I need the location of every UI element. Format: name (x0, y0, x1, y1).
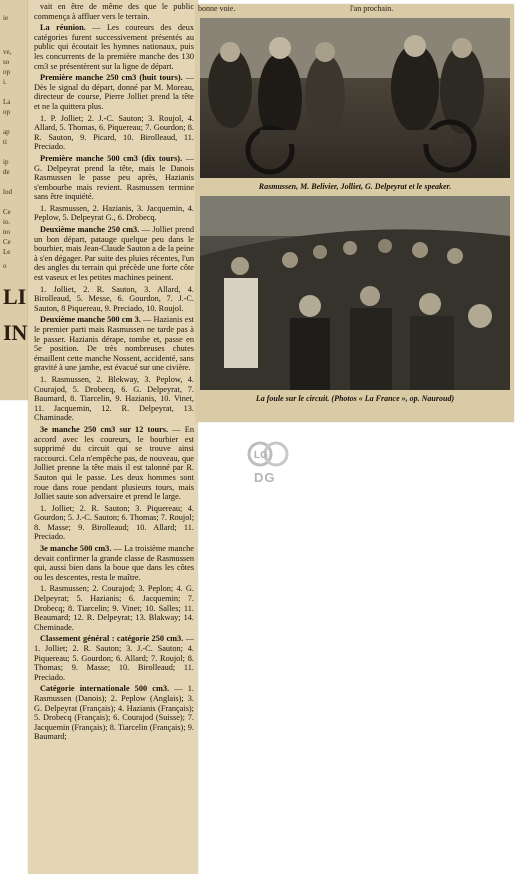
article-paragraph (34, 73, 194, 111)
opening-fragment: vait en être de même des que le public commença à affluer vers le terrain. (34, 2, 194, 21)
paragraph-heading: Première manche 500 cm3 (dix tours). (40, 153, 183, 163)
strip-headline-fragment: IN (3, 320, 28, 345)
article-paragraph (34, 154, 194, 202)
paragraph-text: — En accord avec les coureurs, le bourbier est supprimé du circuit qui se trouve ainsi raccourci. Cela n'empêche pas, de nouveau, que Jolliet prenne la tête mais il est talonné par R. Sauton qui le passe. Les deux hommes sont roue dans roue pendant plusieurs tours, mais Jolliet saute son adversaire et prend le large. (34, 424, 194, 502)
paragraph-heading: Première manche 250 cm3 (huit tours). (40, 73, 183, 83)
strip-fragment: Ce (3, 208, 11, 216)
results-paragraph (34, 584, 194, 632)
top-fragment: l'an prochain. (350, 4, 394, 13)
strip-fragment: ap (3, 128, 10, 136)
article-column (28, 0, 198, 874)
strip-fragment: so (3, 58, 10, 66)
strip-fragment: o (3, 262, 7, 270)
strip-fragment: ip (3, 158, 9, 166)
strip-fragment: Le (3, 248, 11, 256)
article-paragraph (34, 425, 194, 502)
article-paragraph (34, 315, 194, 373)
left-clipping-strip (0, 0, 30, 400)
strip-fragment: no (3, 228, 10, 236)
results-paragraph (34, 204, 194, 223)
crowd-photo-image (200, 196, 510, 390)
strip-headline-fragment: LI (3, 284, 27, 309)
article-text (34, 2, 194, 744)
paragraph-text: 1. P. Jolliet; 2. J.-C. Sauton; 3. Roujol, 4. Allard, 5. Thomas, 6. Piquereau; 7. Gourdon; 8. R. Sauton, 9. Picard, 10. Birolleaud, 11. Preciado. (34, 113, 194, 152)
strip-fragment: La (3, 98, 11, 106)
results-paragraph (34, 285, 194, 314)
strip-fragment: op (3, 108, 10, 116)
strip-fragment: de (3, 168, 10, 176)
paragraph-text: 1. Jolliet, 2. R. Sauton, 3. Allard, 4. Birolleaud, 5. Messe, 6. Gourdon, 7. J.-C. Sauton, 8 Piquereau, 9. Preciado, 10. Roujol. (34, 284, 194, 313)
paragraph-text: — 1. Jolliet; 2. R. Sauton; 3. J.-C. Sauton; 4. Piquereau; 5. Gourdon; 6. Allard; 7. Roujol; 8. Thomas; 9. Masse; 10. Birolleaud; 11. Preciado. (34, 634, 194, 682)
results-paragraph (34, 375, 194, 423)
paragraph-heading: 3e manche 500 cm3. (40, 544, 112, 554)
strip-fragment: lod (3, 188, 12, 196)
crowd-photo (200, 196, 510, 390)
paragraph-text: 1. Jolliet; 2. R. Sauton; 3. Piquereau; 4. Gourdon; 5. J.-C. Sauton; 6. Thomas; 7. Roujol; 8. Masse; 9. Birolleaud; 10. Allard; 11. Preciado. (34, 503, 194, 542)
results-paragraph (34, 504, 194, 542)
paragraph-text: — G. Delpeyrat prend la tête, mais le Danois Rasmussen le passe peu après, Hazianis s'embourbe mais revient. Rasmussen termine sans être inquiété. (34, 153, 194, 202)
strip-fragment: Ce (3, 238, 11, 246)
watermark-text: DG (254, 470, 276, 485)
paragraph-text: — Hazianis est le premier parti mais Rasmussen ne tarde pas à le passer. Hazianis dérape, tombe et, passe en 5e position. De très nombreuses chutes émaillent cette manche Nossent, accidenté, sans gravité à une jambe, est évacué sur une civière. (34, 315, 195, 373)
paragraph-text: — Jolliet prend un bon départ, patauge quelque peu dans le bourbier, mais Jean-Claude Sauton a de la peine à s'en dégager. Par suite des pluies récentes, l'un des angles du terrain qui précède une forte côte est vaseux et les petites machines peinent. (34, 225, 194, 283)
paragraph-text: — Les coureurs des deux catégories furent successivement présentés au public qui écoutait les hymnes nationaux, puis les concurrents de la première manche des 130 cm3 se présentèrent sur la ligne de départ. (34, 23, 194, 71)
article-paragraph (34, 634, 194, 682)
strip-fragment: ie (3, 14, 9, 22)
strip-fragment: op (3, 68, 10, 76)
paragraph-text: — La troisième manche devait confirmer la grande classe de Rasmussen qui, aussi bien dans la boue que dans les côtes ou les descentes, resta le maître. (34, 544, 194, 582)
strip-fragment: ve, (3, 48, 12, 56)
strip-fragment: ti (3, 138, 7, 146)
paragraph-text: 1. Rasmussen, 2. Blekway, 3. Peplow, 4. Courajod, 5. Drobecq, 6. G. Delpeyrat, 7. Baumard, 8. Tiarcelin, 9. Hazianis, 10. Vinet, 11. Jacquemin, 12. R. Delpeyrat, 13. Chaminade. (34, 374, 194, 423)
riders-photo (200, 18, 510, 178)
paragraph-text: 1. Rasmussen, 2. Hazianis, 3. Jacquemin, 4. Peplow, 5. Delpeyrat G., 6. Drobecq. (34, 203, 194, 223)
article-paragraph (34, 225, 194, 283)
paragraph-heading: Catégorie internationale 500 cm3. (40, 684, 170, 694)
paragraph-heading: 3e manche 250 cm3 sur 12 tours. (40, 424, 169, 434)
paragraph-text: — Dès le signal du départ, donné par M. Moreau, directeur de course, Pierre Jolliet prend la tête et ne la quittera plus. (34, 73, 194, 111)
paragraph-heading: Deuxième manche 250 cm3. (40, 225, 140, 235)
strip-fragment: io. (3, 218, 11, 226)
article-paragraph (34, 544, 194, 582)
paragraph-text: — 1. Rasmussen (Danois); 2. Peplow (Anglais); 3. G. Delpeyrat (Français); 4. Hazianis (Français); 5. Drobecq (Français); 6. Courajod (Suisse); 7. Jacquemin (Français); 8. Tiarcelin (Français); 9. Baumard; (34, 684, 194, 742)
paragraph-text: 1. Rasmussen; 2. Courajod; 3. Peplon; 4. G. Delpeyrat; 5. Hazianis; 6. Jacquemin; 7. Drobecq; 8. Tiarcelin; 9. Vinet; 10. Salles; 11. Beaumard; 12. R. Delpeyrat; 13. Blakway; 14. Cheminade. (34, 584, 194, 632)
photo-caption: La foule sur le circuit. (Photos « La France », op. Nauroud) (255, 394, 455, 403)
photo-clipping (196, 4, 514, 422)
paragraph-heading: Deuxième manche 500 cm 3. (40, 315, 141, 325)
article-paragraph (34, 684, 194, 742)
article-paragraph (34, 23, 194, 71)
riders-photo-image (200, 18, 510, 178)
paragraph-heading: Classement général : catégorie 250 cm3. (40, 634, 184, 644)
top-fragment: bonne voie. (198, 4, 236, 13)
results-paragraph (34, 114, 194, 152)
strip-fragment: i. (3, 78, 7, 86)
watermark-initials: LG (254, 450, 268, 461)
photo-caption: Rasmussen, M. Belivier, Jolliet, G. Delpeyrat et le speaker. (258, 182, 452, 191)
paragraph-heading: La réunion. (40, 23, 86, 33)
